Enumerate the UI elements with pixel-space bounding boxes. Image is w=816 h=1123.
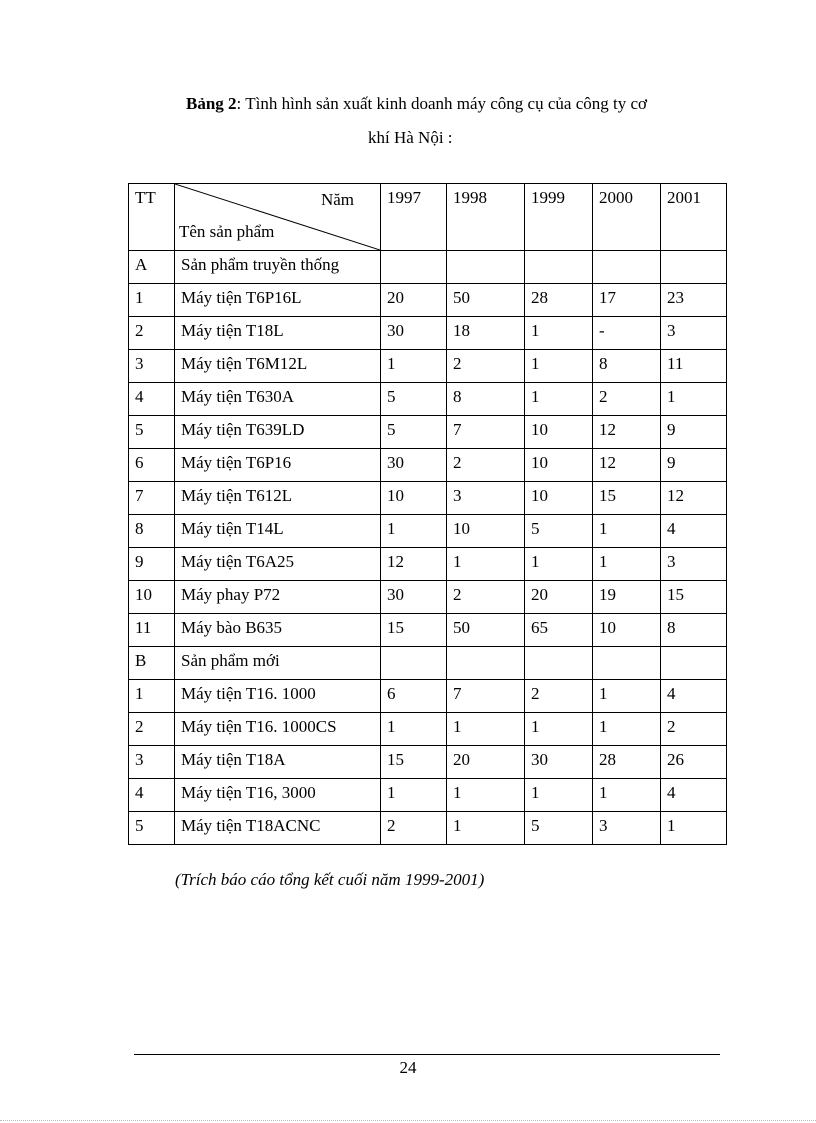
row-value: 12 <box>381 548 447 581</box>
row-tt: 5 <box>129 416 175 449</box>
row-value: 2 <box>525 680 593 713</box>
row-value: 15 <box>661 581 727 614</box>
row-tt: 8 <box>129 515 175 548</box>
header-row <box>129 184 727 251</box>
table-row <box>129 680 727 713</box>
row-value: 1 <box>447 812 525 845</box>
header-year: 2000 <box>593 184 661 251</box>
row-value: 2 <box>447 350 525 383</box>
row-value: 30 <box>525 746 593 779</box>
row-value: 5 <box>381 383 447 416</box>
row-tt: 2 <box>129 713 175 746</box>
row-product-name: Máy bào B635 <box>175 614 381 647</box>
row-product-name: Máy tiện T18L <box>175 317 381 350</box>
table-row <box>129 548 727 581</box>
row-value <box>661 647 727 680</box>
row-value: 4 <box>661 680 727 713</box>
table-row <box>129 515 727 548</box>
row-value: 12 <box>593 416 661 449</box>
row-product-name: Máy tiện T16. 1000 <box>175 680 381 713</box>
row-value: 10 <box>525 482 593 515</box>
row-tt: 4 <box>129 383 175 416</box>
row-value: 30 <box>381 449 447 482</box>
row-tt: 3 <box>129 746 175 779</box>
row-value: 1 <box>593 680 661 713</box>
row-product-name: Máy tiện T6A25 <box>175 548 381 581</box>
row-value: 1 <box>661 812 727 845</box>
row-value: 30 <box>381 317 447 350</box>
row-value: 2 <box>661 713 727 746</box>
row-value: 19 <box>593 581 661 614</box>
row-value <box>593 251 661 284</box>
table-title <box>186 94 647 114</box>
header-year-label: Năm <box>320 190 354 209</box>
row-product-name: Sản phẩm truyền thống <box>175 251 381 284</box>
header-diagonal-cell <box>175 184 381 251</box>
row-tt: 1 <box>129 284 175 317</box>
row-value <box>381 647 447 680</box>
row-product-name: Máy tiện T16, 3000 <box>175 779 381 812</box>
row-value: 28 <box>525 284 593 317</box>
row-value: 7 <box>447 416 525 449</box>
row-product-name: Máy tiện T6M12L <box>175 350 381 383</box>
row-value: 1 <box>525 350 593 383</box>
row-value: 1 <box>661 383 727 416</box>
row-value: 23 <box>661 284 727 317</box>
row-value: 50 <box>447 614 525 647</box>
row-value: 15 <box>593 482 661 515</box>
row-value: 1 <box>593 548 661 581</box>
row-value: 8 <box>661 614 727 647</box>
row-value: 2 <box>447 581 525 614</box>
row-value: 2 <box>381 812 447 845</box>
row-value <box>525 251 593 284</box>
header-tt: TT <box>129 184 175 251</box>
row-value: 11 <box>661 350 727 383</box>
table-title-continuation: khí Hà Nội : <box>368 128 453 147</box>
row-tt: B <box>129 647 175 680</box>
table-row <box>129 812 727 845</box>
page-number: 24 <box>399 1058 417 1077</box>
footer-rule <box>134 1054 720 1055</box>
row-value: 6 <box>381 680 447 713</box>
row-value: 1 <box>593 713 661 746</box>
row-value: 26 <box>661 746 727 779</box>
row-value: 1 <box>381 350 447 383</box>
row-product-name: Máy tiện T14L <box>175 515 381 548</box>
row-value: 1 <box>381 515 447 548</box>
row-tt: 2 <box>129 317 175 350</box>
row-product-name: Máy tiện T16. 1000CS <box>175 713 381 746</box>
row-value: 1 <box>593 779 661 812</box>
row-value: 1 <box>447 713 525 746</box>
row-product-name: Máy phay P72 <box>175 581 381 614</box>
table-row <box>129 350 727 383</box>
table-row <box>129 416 727 449</box>
table-row <box>129 614 727 647</box>
row-value: 4 <box>661 779 727 812</box>
table-title-text: : Tình hình sản xuất kinh doanh máy công cụ của công ty cơ <box>236 94 647 113</box>
table-row <box>129 779 727 812</box>
table-row <box>129 383 727 416</box>
row-value: 20 <box>525 581 593 614</box>
table-row <box>129 284 727 317</box>
row-product-name: Máy tiện T18ACNC <box>175 812 381 845</box>
row-tt: 5 <box>129 812 175 845</box>
row-value: 50 <box>447 284 525 317</box>
row-tt: 9 <box>129 548 175 581</box>
table-row <box>129 251 727 284</box>
row-value: 1 <box>593 515 661 548</box>
row-value: 5 <box>525 515 593 548</box>
row-value <box>447 251 525 284</box>
row-value: 8 <box>447 383 525 416</box>
row-value: 1 <box>525 383 593 416</box>
row-value: 3 <box>661 548 727 581</box>
row-product-name: Máy tiện T612L <box>175 482 381 515</box>
row-tt: 7 <box>129 482 175 515</box>
row-value: 1 <box>447 779 525 812</box>
row-value: 10 <box>525 449 593 482</box>
row-value: 17 <box>593 284 661 317</box>
row-value: 18 <box>447 317 525 350</box>
row-value: 15 <box>381 746 447 779</box>
table-row <box>129 647 727 680</box>
row-value <box>593 647 661 680</box>
row-value: 7 <box>447 680 525 713</box>
row-value: 9 <box>661 416 727 449</box>
row-tt: 6 <box>129 449 175 482</box>
row-value: 12 <box>661 482 727 515</box>
row-value <box>381 251 447 284</box>
row-value: 1 <box>525 548 593 581</box>
row-value: 28 <box>593 746 661 779</box>
header-year: 1999 <box>525 184 593 251</box>
table-row <box>129 317 727 350</box>
row-value: 3 <box>593 812 661 845</box>
row-tt: 10 <box>129 581 175 614</box>
row-tt: 4 <box>129 779 175 812</box>
row-product-name: Máy tiện T6P16L <box>175 284 381 317</box>
table-row <box>129 482 727 515</box>
row-tt: 11 <box>129 614 175 647</box>
row-value: 20 <box>447 746 525 779</box>
row-tt: 1 <box>129 680 175 713</box>
header-year: 2001 <box>661 184 727 251</box>
row-value <box>525 647 593 680</box>
row-value: 5 <box>525 812 593 845</box>
row-value: 3 <box>447 482 525 515</box>
row-value <box>661 251 727 284</box>
source-note: (Trích báo cáo tổng kết cuối năm 1999-2001) <box>175 870 485 889</box>
row-value: 10 <box>525 416 593 449</box>
row-value: 1 <box>525 317 593 350</box>
row-value: 15 <box>381 614 447 647</box>
row-value: - <box>593 317 661 350</box>
row-product-name: Máy tiện T6P16 <box>175 449 381 482</box>
row-value: 1 <box>447 548 525 581</box>
row-tt: 3 <box>129 350 175 383</box>
row-product-name: Máy tiện T630A <box>175 383 381 416</box>
row-value <box>447 647 525 680</box>
header-year: 1998 <box>447 184 525 251</box>
row-value: 10 <box>593 614 661 647</box>
row-value: 2 <box>593 383 661 416</box>
row-value: 9 <box>661 449 727 482</box>
header-product-label: Tên sản phẩm <box>179 222 275 241</box>
table-title-label: Bảng 2 <box>186 94 237 113</box>
row-product-name: Sản phẩm mới <box>175 647 381 680</box>
row-value: 5 <box>381 416 447 449</box>
row-value: 1 <box>525 713 593 746</box>
row-value: 10 <box>447 515 525 548</box>
row-product-name: Máy tiện T18A <box>175 746 381 779</box>
row-value: 20 <box>381 284 447 317</box>
table-row <box>129 581 727 614</box>
production-table <box>128 183 727 845</box>
row-value: 65 <box>525 614 593 647</box>
page-edge-dotted-line <box>0 1120 816 1121</box>
row-value: 12 <box>593 449 661 482</box>
header-year: 1997 <box>381 184 447 251</box>
row-value: 8 <box>593 350 661 383</box>
row-value: 30 <box>381 581 447 614</box>
row-value: 2 <box>447 449 525 482</box>
row-value: 4 <box>661 515 727 548</box>
row-value: 1 <box>381 779 447 812</box>
table-row <box>129 449 727 482</box>
row-value: 1 <box>381 713 447 746</box>
row-value: 1 <box>525 779 593 812</box>
row-product-name: Máy tiện T639LD <box>175 416 381 449</box>
row-tt: A <box>129 251 175 284</box>
row-value: 3 <box>661 317 727 350</box>
row-value: 10 <box>381 482 447 515</box>
table-row <box>129 713 727 746</box>
table-row <box>129 746 727 779</box>
